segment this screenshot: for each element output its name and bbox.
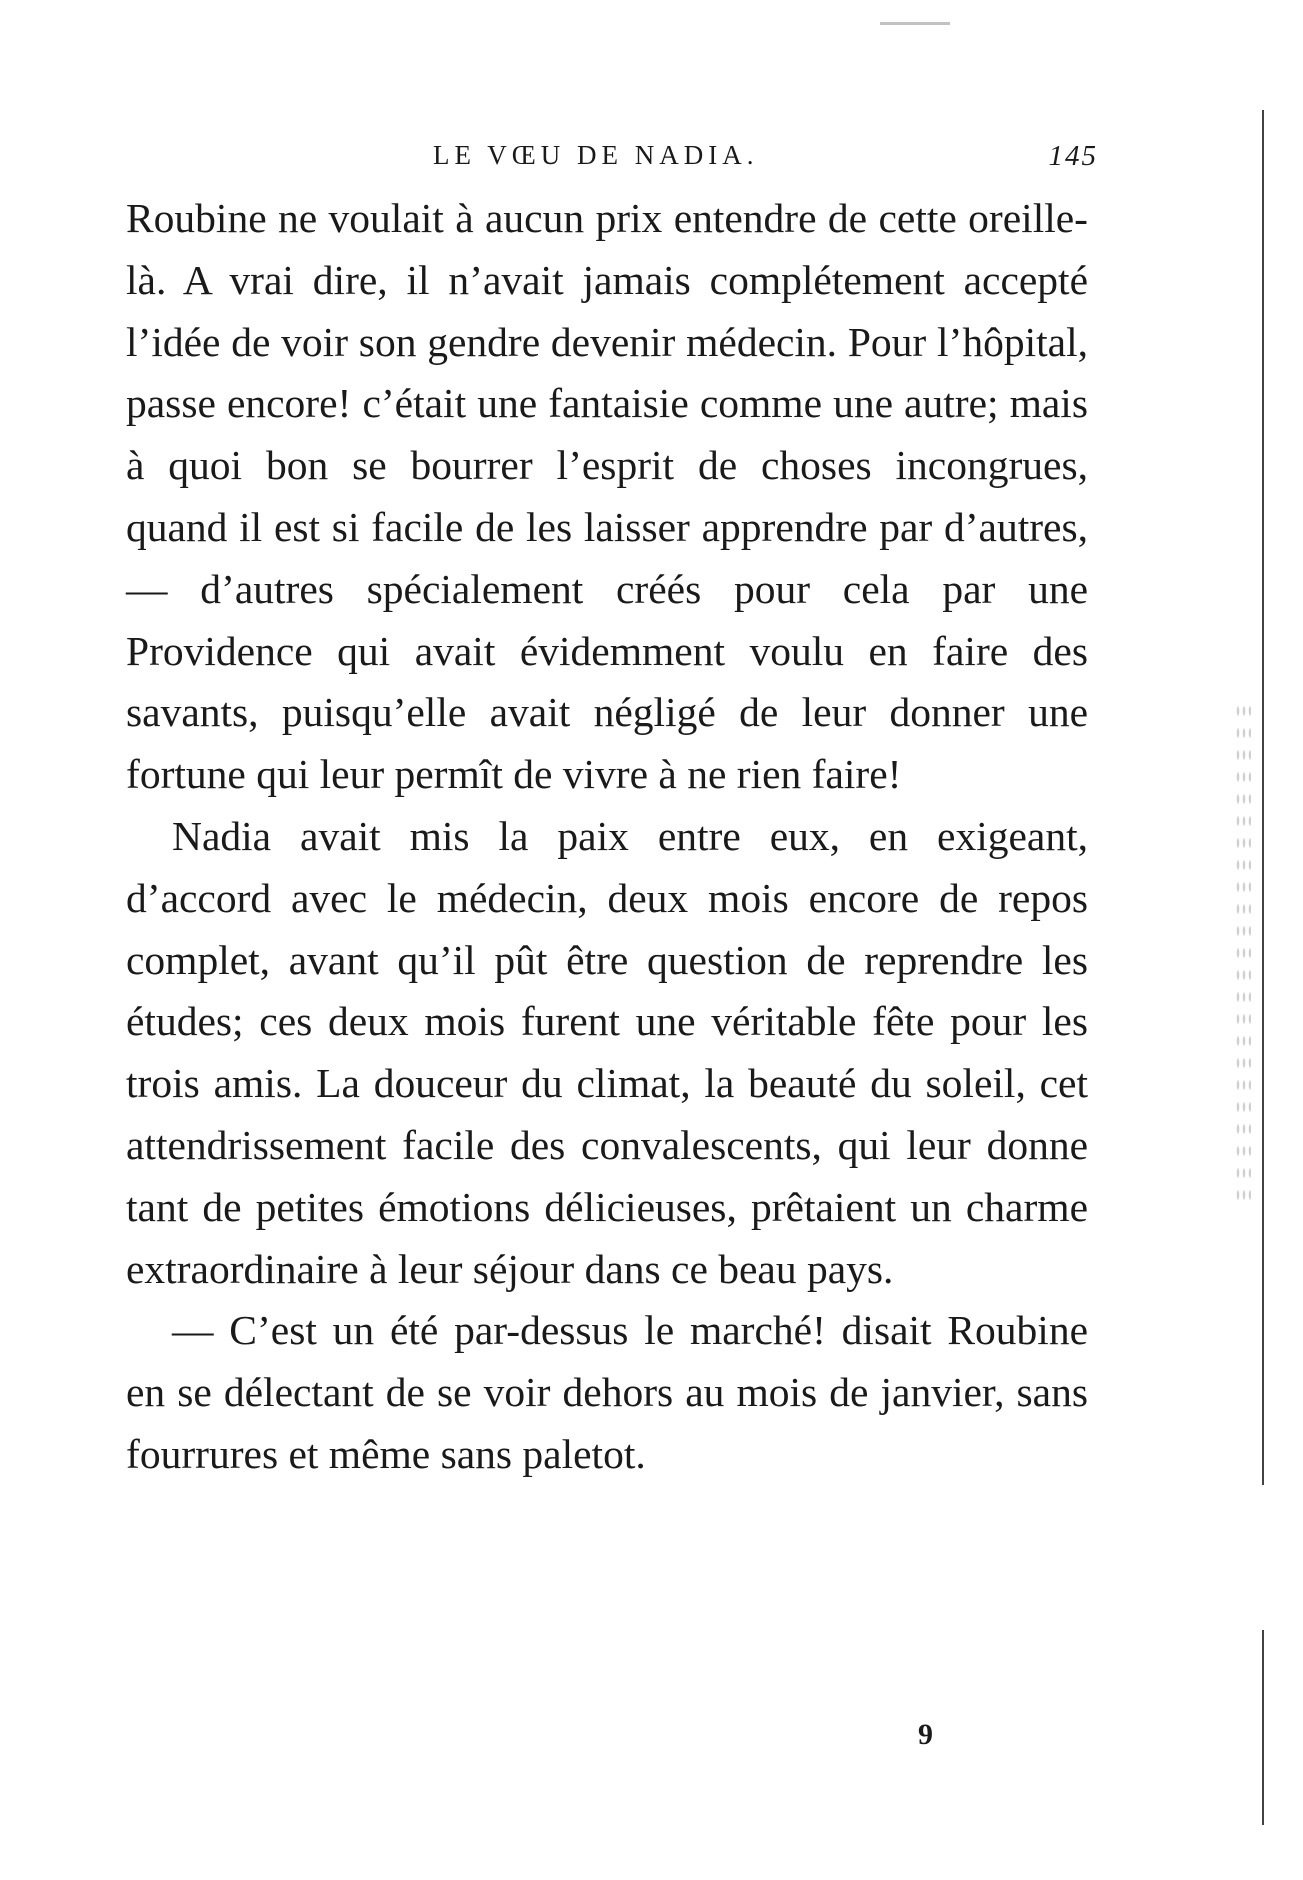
paragraph: Nadia avait mis la paix entre eux, en exigeant, d’accord avec le médecin, deux mois encore de repos complet, avant qu’il pût être question de reprendre les études; ces deux mois furent une véritable fête pour les trois amis. La douceur du climat, la beauté du soleil, cet attendrissement facile des convalescents, qui leur donne tant de petites émotions délicieuses, prêtaient un charme extraordinaire à leur séjour dans ce beau pays. xyxy=(126,812,1088,1292)
body-text xyxy=(126,188,1088,1486)
scan-speckle xyxy=(1235,700,1251,1200)
signature-mark: 9 xyxy=(918,1718,933,1751)
page-edge-line xyxy=(1262,1630,1264,1825)
running-title: LE VŒU DE NADIA. xyxy=(433,140,759,170)
paragraph: — C’est un été par-dessus le marché! disait Roubine en se délectant de se voir dehors au mois de janvier, sans fourrures et même sans paletot. xyxy=(126,1307,1088,1477)
page-number: 145 xyxy=(1048,140,1098,172)
running-head xyxy=(128,140,1098,180)
paragraph: Roubine ne voulait à aucun prix entendre de cette oreille-là. A vrai dire, il n’avait jamais complétement accepté l’idée de voir son gendre devenir médecin. Pour l’hôpital, passe encore! c’était une fantaisie comme une autre; mais à quoi bon se bourrer l’esprit de choses incongrues, quand il est si facile de les laisser apprendre par d’autres, — d’autres spécialement créés pour cela par une Providence qui avait évidemment voulu en faire des savants, puisqu’elle avait négligé de leur donner une fortune qui leur permît de vivre à ne rien faire! xyxy=(126,195,1088,798)
page-edge-line xyxy=(1262,110,1264,1485)
scan-artifact xyxy=(880,22,950,25)
